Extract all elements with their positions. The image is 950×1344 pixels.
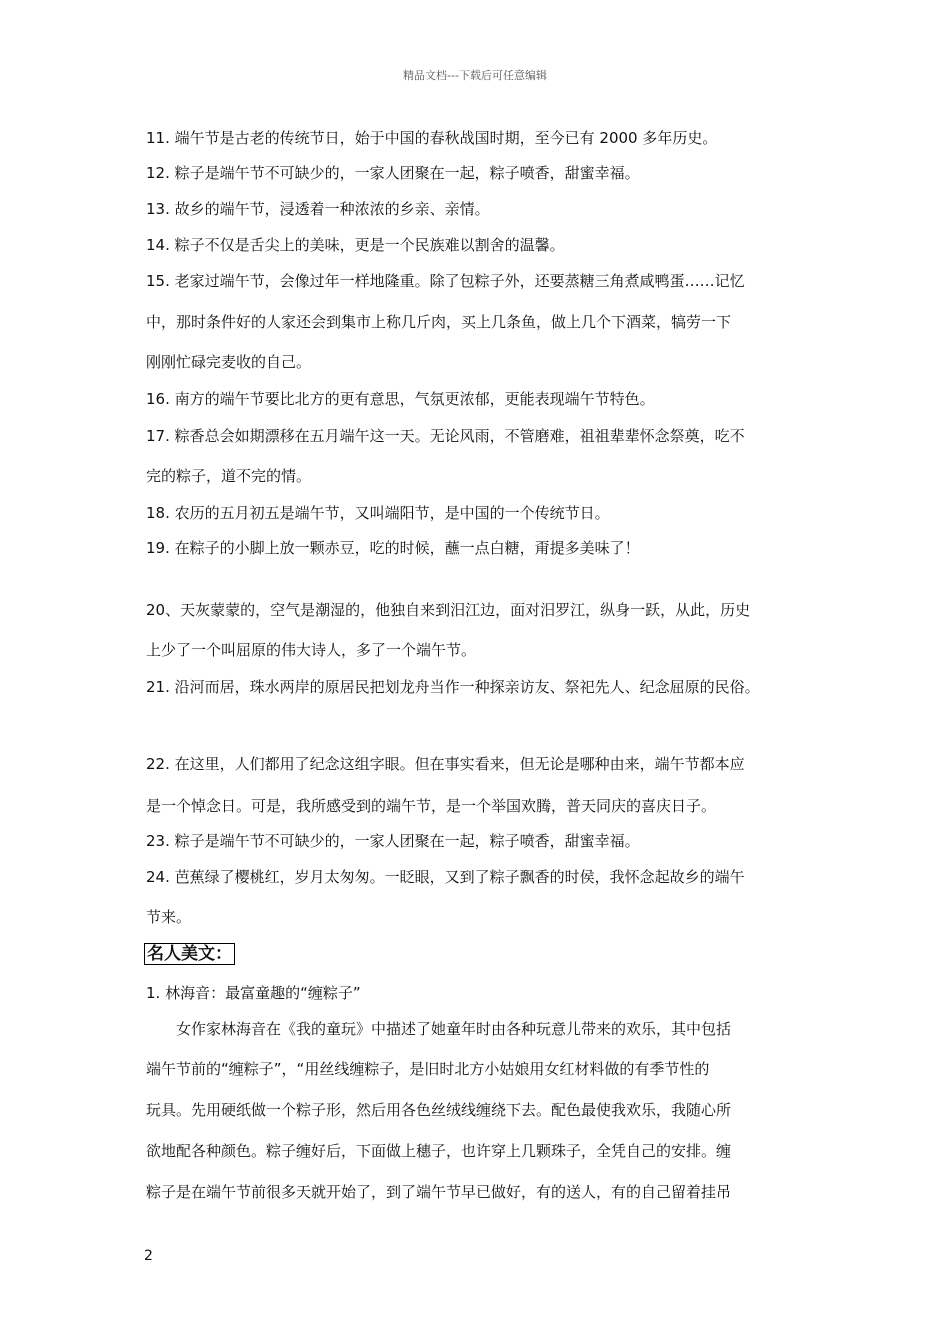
text-line: 完的粽子，道不完的情。 [146, 467, 312, 485]
article-line: 端午节前的“缠粽子”，“用丝线缠粽子，是旧时北方小姑娘用女红材料做的有季节性的 [146, 1060, 710, 1078]
text-line: 20、天灰蒙蒙的，空气是潮湿的，他独自来到汨江边，面对汨罗江，纵身一跃，从此，历史 [146, 601, 751, 619]
text-line: 24. 芭蕉绿了樱桃红，岁月太匆匆。一眨眼，又到了粽子飘香的时侯，我怀念起故乡的端午 [146, 868, 745, 886]
text-line: 21. 沿河而居，珠水两岸的原居民把划龙舟当作一种探亲访友、祭祀先人、纪念屈原的民俗。 [146, 678, 760, 696]
article-line: 粽子是在端午节前很多天就开始了，到了端午节早已做好，有的送人，有的自己留着挂吊 [146, 1183, 732, 1201]
text-line: 18. 农历的五月初五是端午节，又叫端阳节，是中国的一个传统节日。 [146, 504, 610, 522]
text-line: 中，那时条件好的人家还会到集市上称几斤肉，买上几条鱼，做上几个下酒菜，犒劳一下 [146, 313, 732, 331]
text-line: 上少了一个叫屈原的伟大诗人，多了一个端午节。 [146, 641, 477, 659]
text-line: 15. 老家过端午节，会像过年一样地隆重。除了包粽子外，还要蒸糖三角煮咸鸭蛋……记忆 [146, 272, 745, 290]
text-line: 是一个悼念日。可是，我所感受到的端午节，是一个举国欢腾，普天同庆的喜庆日子。 [146, 797, 717, 815]
text-line: 22. 在这里，人们都用了纪念这组字眼。但在事实看来，但无论是哪种由来，端午节都本应 [146, 755, 745, 773]
text-line: 16. 南方的端午节要比北方的更有意思，气氛更浓郁，更能表现端午节特色。 [146, 390, 655, 408]
text-line: 11. 端午节是古老的传统节日，始于中国的春秋战国时期，至今已有 2000 多年历史。 [146, 129, 718, 147]
text-line: 23. 粽子是端午节不可缺少的，一家人团聚在一起，粽子喷香，甜蜜幸福。 [146, 832, 640, 850]
article-line: 玩具。先用硬纸做一个粽子形，然后用各色丝绒线缠绕下去。配色最使我欢乐，我随心所 [146, 1101, 732, 1119]
text-line: 刚刚忙碌完麦收的自己。 [146, 353, 312, 371]
article-heading: 1. 林海音：最富童趣的“缠粽子” [146, 984, 361, 1002]
section-title: 名人美文： [144, 943, 235, 965]
text-line: 19. 在粽子的小脚上放一颗赤豆，吃的时候，蘸一点白糖，甭提多美味了！ [146, 539, 640, 557]
page-number: 2 [144, 1248, 153, 1264]
text-line: 17. 粽香总会如期漂移在五月端午这一天。无论风雨，不管磨难，祖祖辈辈怀念祭奠，吃不 [146, 427, 745, 445]
article-line: 女作家林海音在《我的童玩》中描述了她童年时由各种玩意儿带来的欢乐，其中包括 [176, 1020, 732, 1038]
text-line: 12. 粽子是端午节不可缺少的，一家人团聚在一起，粽子喷香，甜蜜幸福。 [146, 164, 640, 182]
text-line: 节来。 [146, 908, 192, 926]
page-header: 精品文档---下载后可任意编辑 [403, 69, 547, 82]
text-line: 14. 粽子不仅是舌尖上的美味，更是一个民族难以割舍的温馨。 [146, 236, 565, 254]
article-line: 欲地配各种颜色。粽子缠好后，下面做上穗子，也许穿上几颗珠子，全凭自己的安排。缠 [146, 1142, 732, 1160]
text-line: 13. 故乡的端午节，浸透着一种浓浓的乡亲、亲情。 [146, 200, 490, 218]
